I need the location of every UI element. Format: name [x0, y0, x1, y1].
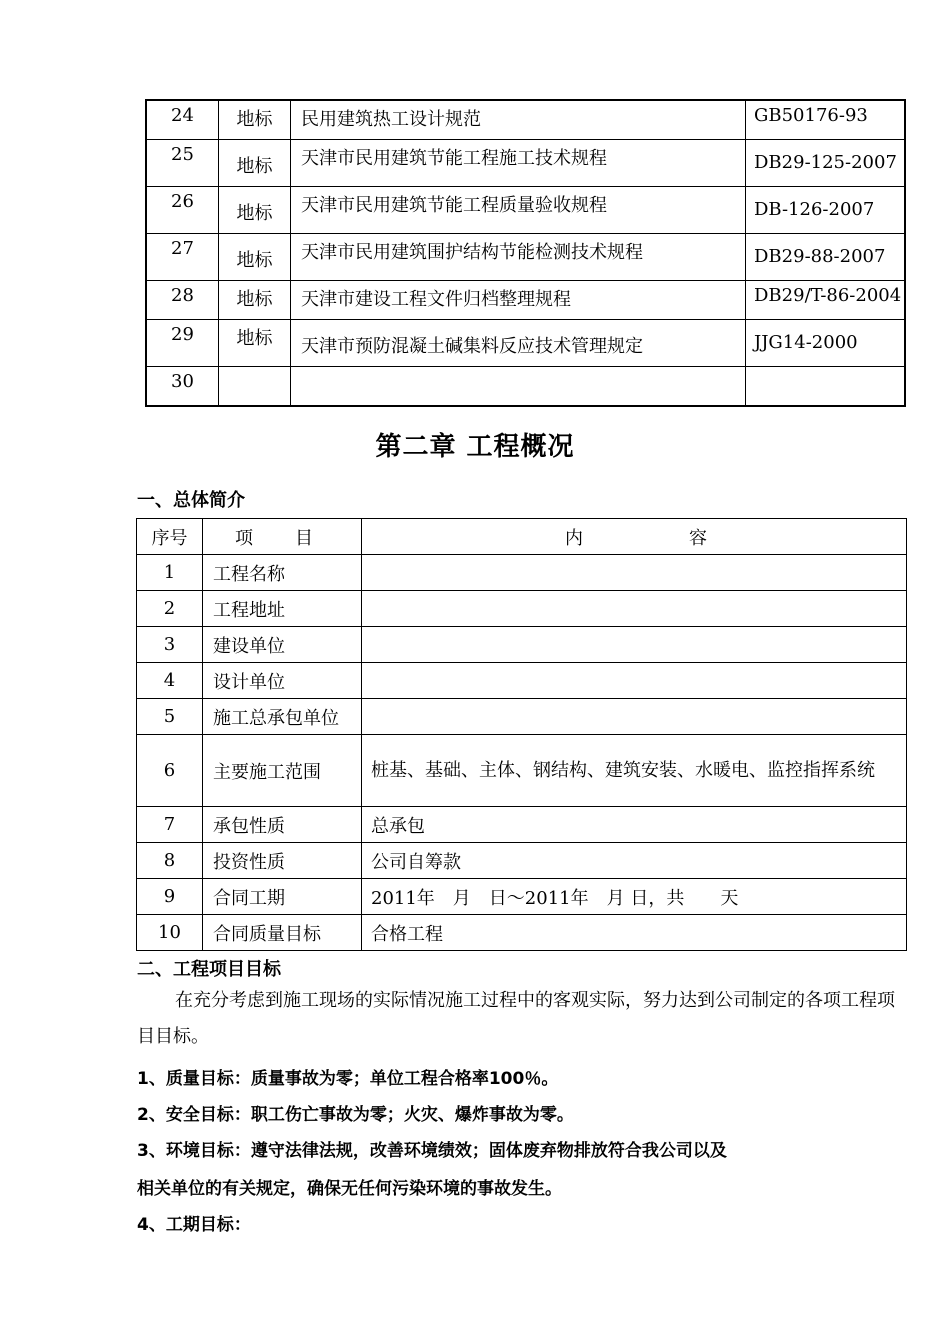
row-item: 合同工期 [203, 879, 362, 915]
row-number: 29 [146, 320, 219, 367]
header-item [203, 519, 362, 555]
environment-goal-line-1: 3、环境目标：遵守法律法规，改善环境绩效；固体废弃物排放符合我公司以及 [137, 1141, 727, 1161]
table-header-row [137, 519, 907, 555]
header-number: 序号 [137, 519, 203, 555]
row-number: 30 [146, 367, 219, 407]
row-content: 2011年 月 日～2011年 月 日，共 天 [362, 879, 907, 915]
row-content: 总承包 [362, 807, 907, 843]
section-heading-overview: 一、总体简介 [137, 490, 245, 511]
table-row [137, 555, 907, 591]
row-content [362, 699, 907, 735]
table-row [146, 187, 905, 234]
row-number: 7 [137, 807, 203, 843]
row-number: 9 [137, 879, 203, 915]
chapter-title: 第二章 工程概况 [375, 432, 575, 462]
overview-table [136, 518, 907, 951]
standards-table-body [146, 100, 905, 406]
row-item: 工程地址 [203, 591, 362, 627]
standard-name: 天津市预防混凝土碱集料反应技术管理规定 [291, 320, 746, 367]
row-number: 27 [146, 234, 219, 281]
row-content [362, 663, 907, 699]
row-number: 1 [137, 555, 203, 591]
row-item: 建设单位 [203, 627, 362, 663]
standard-code: DB29-88-2007 [746, 234, 906, 281]
standard-type: 地标 [219, 140, 291, 187]
standard-name: 天津市建设工程文件归档整理规程 [291, 281, 746, 320]
row-content [362, 627, 907, 663]
standard-name: 天津市民用建筑节能工程质量验收规程 [291, 187, 746, 234]
standard-type: 地标 [219, 281, 291, 320]
safety-goal: 2、安全目标：职工伤亡事故为零；火灾、爆炸事故为零。 [137, 1105, 574, 1125]
standard-type: 地标 [219, 234, 291, 281]
table-row [146, 281, 905, 320]
row-number: 28 [146, 281, 219, 320]
table-row [137, 735, 907, 807]
standard-type: 地标 [219, 187, 291, 234]
table-row [146, 320, 905, 367]
table-row [146, 367, 905, 407]
row-number: 8 [137, 843, 203, 879]
environment-goal-line-2: 相关单位的有关规定，确保无任何污染环境的事故发生。 [137, 1179, 562, 1199]
table-row [146, 140, 905, 187]
standard-type [219, 367, 291, 407]
standard-name [291, 367, 746, 407]
row-number: 25 [146, 140, 219, 187]
table-row [137, 591, 907, 627]
row-item: 主要施工范围 [203, 735, 362, 807]
table-row [137, 843, 907, 879]
standard-name: 民用建筑热工设计规范 [291, 100, 746, 140]
row-number: 24 [146, 100, 219, 140]
table-row [137, 699, 907, 735]
header-item-char-1: 项 [235, 527, 253, 549]
row-number: 10 [137, 915, 203, 951]
row-content [362, 591, 907, 627]
row-item: 承包性质 [203, 807, 362, 843]
table-row [146, 234, 905, 281]
table-row [137, 663, 907, 699]
table-row [137, 627, 907, 663]
standard-type: 地标 [219, 100, 291, 140]
standard-code: DB29-125-2007 [746, 140, 906, 187]
standard-code [746, 367, 906, 407]
row-content: 桩基、基础、主体、钢结构、建筑安装、水暖电、监控指挥系统 [362, 735, 907, 807]
row-number: 6 [137, 735, 203, 807]
table-row [137, 915, 907, 951]
header-content-char-1: 内 [565, 527, 583, 549]
row-content: 公司自筹款 [362, 843, 907, 879]
row-item: 施工总承包单位 [203, 699, 362, 735]
header-content [362, 519, 907, 555]
section-heading-goals: 二、工程项目目标 [137, 959, 281, 980]
table-row [137, 807, 907, 843]
goals-intro-paragraph: 在充分考虑到施工现场的实际情况施工过程中的客观实际，努力达到公司制定的各项工程项目目标。 [137, 990, 895, 1047]
standard-code: DB-126-2007 [746, 187, 906, 234]
standard-type: 地标 [219, 320, 291, 367]
row-number: 2 [137, 591, 203, 627]
row-content: 合格工程 [362, 915, 907, 951]
header-content-char-2: 容 [689, 527, 707, 549]
row-content [362, 555, 907, 591]
header-item-char-2: 目 [295, 527, 313, 549]
quality-goal: 1、质量目标：质量事故为零；单位工程合格率100％。 [137, 1069, 559, 1089]
row-number: 26 [146, 187, 219, 234]
row-number: 5 [137, 699, 203, 735]
standard-name: 天津市民用建筑围护结构节能检测技术规程 [291, 234, 746, 281]
standard-code: GB50176-93 [746, 100, 906, 140]
standard-code: DB29/T-86-2004 [746, 281, 906, 320]
table-row [137, 879, 907, 915]
row-item: 投资性质 [203, 843, 362, 879]
standards-table [145, 99, 906, 407]
row-item: 合同质量目标 [203, 915, 362, 951]
standard-name: 天津市民用建筑节能工程施工技术规程 [291, 140, 746, 187]
row-item: 设计单位 [203, 663, 362, 699]
row-item: 工程名称 [203, 555, 362, 591]
row-number: 3 [137, 627, 203, 663]
schedule-goal: 4、工期目标： [137, 1215, 251, 1235]
table-row [146, 100, 905, 140]
row-number: 4 [137, 663, 203, 699]
standard-code: JJG14-2000 [746, 320, 906, 367]
